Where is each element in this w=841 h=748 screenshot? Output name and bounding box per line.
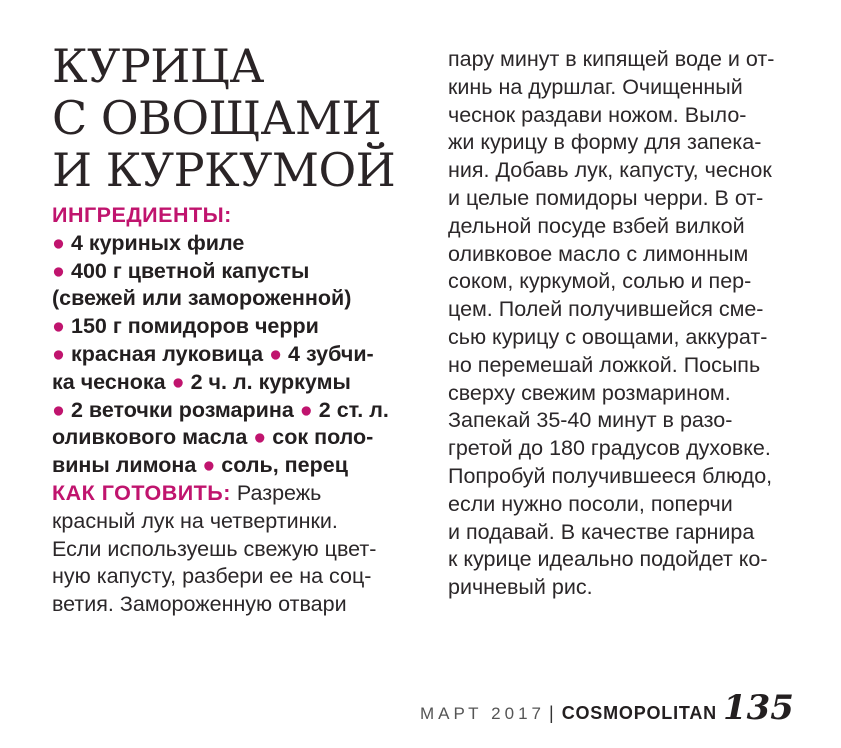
method-line: если нужно посоли, поперчи xyxy=(448,491,733,516)
ingredient-text: вины лимона xyxy=(52,453,197,478)
ingredient-line xyxy=(52,452,412,480)
ingredient-text: 400 г цветной капусты xyxy=(70,258,310,283)
ingredient-text: сок поло- xyxy=(272,425,374,450)
ingredient-line xyxy=(52,369,412,397)
ingredient-text: красная луковица xyxy=(70,341,264,366)
title-line: С ОВОЩАМИ xyxy=(52,91,382,145)
ingredient-text: 150 г помидоров черри xyxy=(70,314,319,339)
ingredient-text: ка чеснока xyxy=(52,369,166,394)
title-line: КУРИЦА xyxy=(52,39,264,93)
method-line: красный лук на четвертинки. xyxy=(52,508,338,533)
ingredient-line xyxy=(52,313,412,341)
method-first-line xyxy=(52,480,412,508)
right-column xyxy=(448,46,828,602)
bullet-icon: ● xyxy=(52,397,65,422)
method-line: и подавай. В качестве гарнира xyxy=(448,519,755,544)
ingredient-text: 2 веточки розмарина xyxy=(70,397,294,422)
method-text: Разрежь xyxy=(230,480,322,505)
ingredient-text: соль, перец xyxy=(221,453,348,478)
bullet-icon: ● xyxy=(269,341,283,366)
method-line: жи курицу в форму для запека- xyxy=(448,130,762,155)
magazine-name: COSMOPOLITAN xyxy=(561,703,717,723)
method-line: гретой до 180 градусов духовке. xyxy=(448,436,771,461)
method-line: Если используешь свежую цвет- xyxy=(52,536,377,561)
bullet-icon: ● xyxy=(171,369,185,394)
bullet-icon: ● xyxy=(202,453,216,478)
method-line: ветия. Замороженную отвари xyxy=(52,592,347,617)
footer-separator: | xyxy=(549,703,554,723)
method-heading: КАК ГОТОВИТЬ: xyxy=(52,480,231,505)
ingredient-line xyxy=(52,285,412,313)
method-line: кинь на дуршлаг. Очищенный xyxy=(448,74,743,99)
page-number: 135 xyxy=(722,688,794,728)
method-line: сью курицу с овощами, аккурат- xyxy=(448,324,768,349)
ingredient-text: 4 зубчи- xyxy=(288,341,374,366)
ingredient-line xyxy=(52,230,412,258)
bullet-icon: ● xyxy=(253,425,267,450)
bullet-icon: ● xyxy=(52,230,65,255)
method-line: чеснок раздави ножом. Выло- xyxy=(448,102,747,127)
ingredient-text: 4 куриных филе xyxy=(70,230,245,255)
bullet-icon: ● xyxy=(52,258,65,283)
method-line: ную капусту, разбери ее на соц- xyxy=(52,564,372,589)
method-line: но перемешай ложкой. Посыпь xyxy=(448,352,761,377)
method-line: ния. Добавь лук, капусту, чеснок xyxy=(448,158,772,183)
ingredients-heading: ИНГРЕДИЕНТЫ: xyxy=(52,203,232,227)
page-footer xyxy=(420,688,794,728)
method-line: цем. Полей получившейся сме- xyxy=(448,297,764,322)
ingredient-text: (свежей или замороженной) xyxy=(52,286,352,311)
bullet-icon: ● xyxy=(299,397,313,422)
method-line: и целые помидоры черри. В от- xyxy=(448,185,764,210)
recipe-title xyxy=(52,40,395,196)
method-line: ричневый рис. xyxy=(448,575,593,600)
method-line: оливковое масло с лимонным xyxy=(448,241,749,266)
title-line: И КУРКУМОЙ xyxy=(52,143,396,197)
bullet-icon: ● xyxy=(52,341,65,366)
ingredient-line xyxy=(52,397,412,425)
method-line: дельной посуде взбей вилкой xyxy=(448,213,745,238)
method-line: Запекай 35-40 минут в разо- xyxy=(448,408,733,433)
ingredient-text: 2 ст. л. xyxy=(318,397,389,422)
bullet-icon: ● xyxy=(52,314,65,339)
ingredient-line xyxy=(52,341,412,369)
ingredient-text: 2 ч. л. куркумы xyxy=(190,369,351,394)
issue-date: МАРТ 2017 xyxy=(420,704,546,723)
method-line: Попробуй получившееся блюдо, xyxy=(448,463,773,488)
method-line: сверху свежим розмарином. xyxy=(448,380,731,405)
method-line: соком, куркумой, солью и пер- xyxy=(448,269,752,294)
ingredient-text: оливкового масла xyxy=(52,425,248,450)
ingredient-line xyxy=(52,424,412,452)
ingredient-line xyxy=(52,258,412,286)
left-column xyxy=(52,202,412,619)
method-line: к курице идеально подойдет ко- xyxy=(448,547,768,572)
method-line: пару минут в кипящей воде и от- xyxy=(448,47,775,71)
